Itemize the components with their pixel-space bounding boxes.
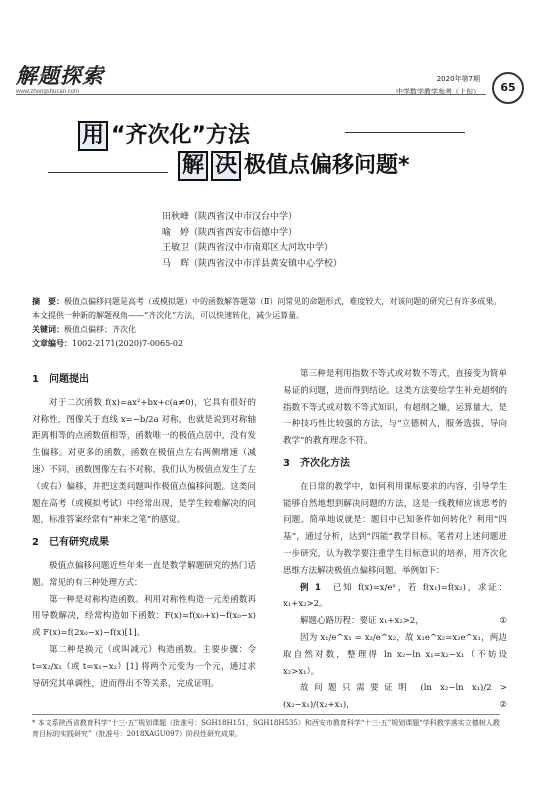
solution-step [283, 680, 507, 714]
example-label: 例 1 [300, 582, 321, 593]
author-line: 田秋峰（陕西省汉中市汉台中学） [162, 212, 298, 222]
article-number [32, 337, 506, 351]
left-column [32, 366, 256, 692]
solution-text: 解题心路历程：要证 x₁+x₂>2， [300, 616, 424, 627]
title-line-2 [178, 148, 410, 181]
journal-url: www.zhongshucan.com [16, 89, 80, 95]
solution-step [283, 613, 507, 630]
title-box-char: 用 [78, 121, 108, 151]
article-number-value: 1002-2171(2020)7-0065-02 [72, 339, 184, 348]
keywords [32, 323, 506, 337]
title-rule-2 [48, 172, 168, 173]
example [283, 580, 507, 614]
section-heading: 1 问题提出 [32, 374, 89, 385]
footnote-divider [32, 714, 500, 715]
journal-logo-block [16, 60, 104, 96]
equation-number: ② [499, 700, 507, 711]
title-box-char: 决 [211, 151, 241, 181]
author-line: 马 辉（陕西省汉中市洋县黄安镇中心学校） [162, 258, 343, 269]
title-rule-1 [345, 132, 465, 133]
title-text-2: 极值点偏移问题* [244, 153, 410, 178]
paragraph: 第二种是换元（或叫减元）构造函数。主要步骤：令 t=x₂/x₁（或 t=x₁−x₂）[1] 将两个元变为一个元，通过求导研究其单调性，进而得出不等关系，完成证明。 [32, 644, 256, 689]
abstract-text: 极值点偏移问题是高考（或模拟题）中的函数解答题第（Ⅱ）问常见的命题形式，难度较大，对该问题的研究已有许多成果。本文提供一种新的解题视角——“齐次化”方法，可以快速转化，减少运算量。 [32, 297, 502, 320]
author-line: 王敏卫（陕西省汉中市南郑区大河坎中学） [162, 243, 334, 253]
article-number-label: 文章编号： [32, 339, 72, 348]
abstract [32, 295, 506, 323]
right-column [283, 366, 507, 714]
abstract-label: 摘 要： [32, 297, 64, 306]
paragraph: 在日常的教学中，如何利用课标要求的内容，引导学生能够自然地想到解决问题的方法，这是一线教师应该思考的问题。简单地说就是：题目中已知条件如何转化？利用“四基”，通过分析，达到“四能”教学目标。笔者对上述问题进一步研究，认为教学要注重学生目标意识的培养，用齐次化思维方法解决极值点偏移问题。举例如下： [283, 481, 507, 576]
footnote: * 本文系陕西省教育科学“十三·五”规划课题（批准号：SGH18H151，SGH18H535）和西安市教育科学“十三·五”规划课题“学科教学落实立德树人教育目标的实践研究”（批准号：2018XAGU097）阶段性研究成果。 [32, 719, 500, 738]
paragraph: 对于二次函数 f(x)=ax²+bx+c(a≠0)，它具有很好的对称性，图像关于直线 x=−b/2a 对称，也就是说到对称轴距离相等的点函数值相等，函数唯一的极值点居中，没有发生偏移。对更多的函数，函数在极值点左右两侧增速（减速）不同，函数图像左右不对称，我们认为极值点发生了左（或右）偏移，并把这类问题叫作极值点偏移问题。这类问题在高考（或模拟考试）中经常出现，是学生较难解决的问题，标准答案经常有“神来之笔”的感觉。 [32, 397, 256, 526]
keywords-label: 关键词： [32, 325, 64, 334]
issue-number: 2020年第7期 [436, 75, 480, 83]
title-box-char: 解 [178, 151, 208, 181]
solution-step: 因为 x₁/e^x₁ = x₂/e^x₂，故 x₁e^x₂=x₂e^x₁，两边取自然对数，整理得 ln x₂−ln x₁=x₂−x₁（不妨设 x₂>x₁）。 [283, 632, 507, 677]
section-heading: 2 已有研究成果 [32, 537, 109, 549]
issue-info [396, 73, 480, 99]
example-text: 已知 f(x)=x/eˣ，若 f(x₁)=f(x₂)，求证：x₁+x₂>2。 [283, 582, 507, 610]
title-line-1 [78, 118, 250, 151]
section-logo: 解题探索 [16, 63, 104, 88]
journal-name: 中学数学教学参考（上旬） [396, 88, 480, 96]
author-list [162, 210, 342, 272]
section-heading: 3 齐次化方法 [283, 457, 350, 469]
title-text-1: “齐次化”方法 [111, 123, 250, 148]
paragraph: 第一种是对称构造函数。利用对称性构造一元差函数再用导数解决，经常构造如下函数：F(x)=f(x₀+x)−f(x₀−x) 或 F(x)=f(2x₀−x)−f(x)[1]。 [32, 594, 256, 639]
header-divider [16, 94, 486, 95]
keywords-text: 极值点偏移；齐次化 [64, 325, 136, 334]
paragraph: 第三种是利用指数不等式或对数不等式，直接变为简单易证的问题，进而得到结论。这类方法要给学生补充超纲的指数不等式或对数不等式知识，有超纲之嫌，运算量大，是一种技巧性比较强的方法，与“立德树人，服务选拔，导向教学”的教育理念不符。 [283, 369, 507, 447]
solution-text: 故问题只需要证明 (ln x₂−ln x₁)/2 > (x₂−x₁)/(x₂+x₁)， [283, 683, 507, 711]
paragraph: 极值点偏移问题近些年来一直是数学解题研究的热门话题。常见的有三种处理方式： [32, 560, 256, 588]
page-number: 65 [492, 72, 524, 104]
abstract-block [32, 295, 506, 351]
equation-number: ① [499, 616, 507, 627]
author-line: 喻 婷（陕西省西安市信德中学） [162, 227, 298, 238]
